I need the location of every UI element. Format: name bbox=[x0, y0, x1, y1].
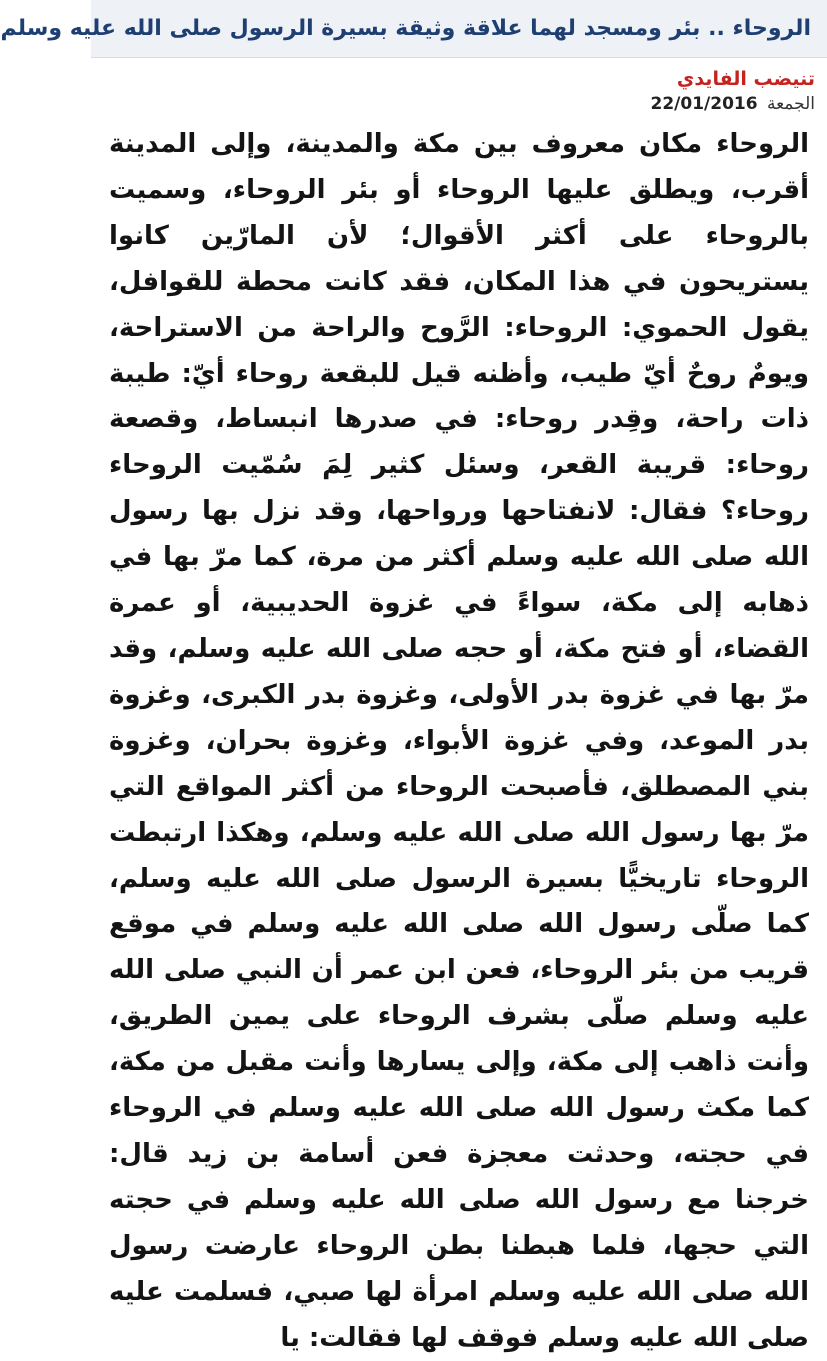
article-title-bar bbox=[0, 0, 827, 58]
publish-day: الجمعة bbox=[766, 94, 815, 114]
article-body-text: الروحاء مكان معروف بين مكة والمدينة، وإلى المدينة أقرب، ويطلق عليها الروحاء أو بئر الروحاء، وسميت بالروحاء على أكثر الأقوال؛ لأن المارّين كانوا يستريحون في هذا المكان، فقد كانت محطة للقوافل، يقول الحموي: الروحاء: الرَّوح والراحة من الاستراحة، ويومٌ روحٌ أيّ طيب، وأظنه قيل للبقعة روحاء أيّ: طيبة ذات راحة، وقِدر روحاء: في صدرها انبساط، وقصعة روحاء: قريبة القعر، وسئل كثير لِمَ سُمّيت الروحاء روحاء؟ فقال: لانفتاحها ورواحها، وقد نزل بها رسول الله صلى الله عليه وسلم أكثر من مرة، كما مرّ بها في ذهابه إلى مكة، سواءً في غزوة الحديبية، أو عمرة القضاء، أو فتح مكة، أو حجه صلى الله عليه وسلم، وقد مرّ بها في غزوة بدر الأولى، وغزوة بدر الكبرى، وغزوة بدر الموعد، وفي غزوة الأبواء، وغزوة بحران، وغزوة بني المصطلق، فأصبحت الروحاء من أكثر المواقع التي مرّ بها رسول الله صلى الله عليه وسلم، وهكذا ارتبطت الروحاء تاريخيًّا بسيرة الرسول صلى الله عليه وسلم، كما صلّى رسول الله صلى الله عليه وسلم في موقع قريب من بئر الروحاء، فعن ابن عمر أن النبي صلى الله عليه وسلم صلّى بشرف الروحاء على يمين الطريق، وأنت ذاهب إلى مكة، وإلى يسارها وأنت مقبل من مكة، كما مكث رسول الله صلى الله عليه وسلم في الروحاء في حجته، وحدثت معجزة فعن أسامة بن زيد قال: خرجنا مع رسول الله صلى الله عليه وسلم في حجته التي حجها، فلما هبطنا بطن الروحاء عارضت رسول الله صلى الله عليه وسلم امرأة لها صبي، فسلمت عليه صلى الله عليه وسلم فوقف لها فقالت: يا bbox=[109, 129, 809, 1353]
article-body-container bbox=[109, 122, 809, 1353]
article-title[interactable]: الروحاء .. بئر ومسجد لهما علاقة وثيقة بسيرة الرسول صلى الله عليه وسلم bbox=[0, 15, 811, 41]
author-name[interactable]: تنيضب الفايدي bbox=[676, 68, 815, 90]
publish-date-row bbox=[103, 92, 815, 116]
publish-date: 22/01/2016 bbox=[650, 94, 758, 114]
byline bbox=[103, 66, 815, 116]
